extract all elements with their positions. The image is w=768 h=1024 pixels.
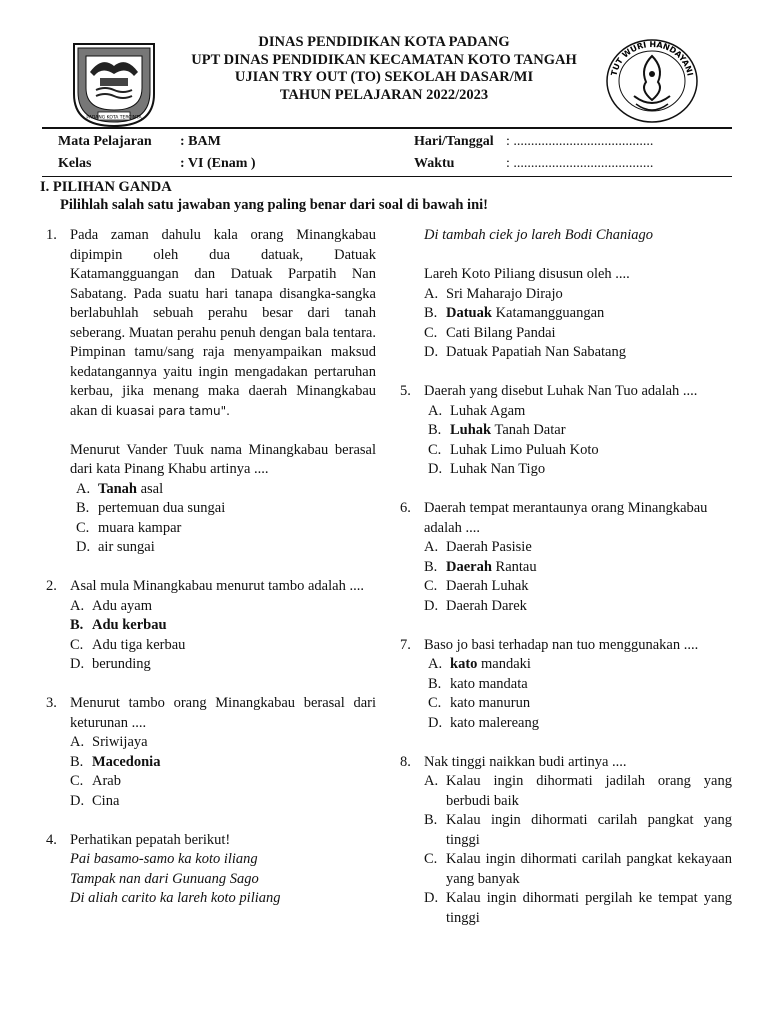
option-text: Kalau ingin dihormati pergilah ke tempat yang tinggi	[446, 890, 732, 926]
question-4-continued	[394, 226, 732, 363]
option-text: Rantau	[491, 558, 537, 575]
verse-line-2: Tampak nan dari Gunuang Sago	[70, 870, 259, 887]
options-q7	[428, 655, 732, 733]
question-text	[70, 226, 376, 421]
class-value: : VI (Enam )	[180, 156, 256, 171]
question-7	[394, 636, 732, 734]
question-6	[394, 499, 732, 616]
option-a[interactable]	[428, 402, 732, 422]
option-letter: C.	[76, 519, 90, 536]
option-b[interactable]	[428, 421, 732, 441]
question-number: 1.	[46, 227, 57, 243]
right-column	[394, 226, 732, 928]
option-b[interactable]	[70, 753, 376, 773]
verse-line-3: Di aliah carito ka lareh koto piliang	[70, 890, 281, 906]
option-text: Luhak Agam	[450, 402, 526, 419]
option-letter: C.	[424, 851, 438, 867]
option-text: kato manurun	[450, 695, 531, 711]
option-d[interactable]	[424, 597, 732, 617]
question-text: Asal mula Minangkabau menurut tambo adalah ....	[70, 578, 364, 594]
option-d[interactable]	[428, 460, 732, 480]
question-text: Menurut tambo orang Minangkabau berasal dari keturunan ....	[70, 695, 376, 731]
document-header	[0, 34, 768, 104]
header-divider	[42, 127, 732, 129]
option-c[interactable]	[76, 519, 376, 539]
option-text: Luhak Limo Puluah Koto	[450, 441, 599, 458]
verse-line-1: Pai basamo-samo ka koto iliang	[70, 851, 258, 867]
option-d[interactable]	[70, 792, 376, 812]
time-label: Waktu	[414, 156, 455, 171]
option-text: Daerah Darek	[446, 597, 527, 614]
option-b[interactable]	[76, 499, 376, 519]
option-text: Arab	[92, 773, 121, 789]
option-d[interactable]	[70, 655, 376, 675]
option-text: Cina	[92, 792, 120, 809]
question-8	[394, 753, 732, 929]
option-bold: Daerah	[446, 558, 492, 575]
option-text: Kalau ingin dihormati carilah pangkat yang tinggi	[446, 812, 732, 848]
option-d[interactable]	[76, 538, 376, 558]
verse-line-4: Di tambah ciek jo lareh Bodi Chaniago	[424, 227, 654, 243]
subject-label: Mata Pelajaran	[58, 134, 152, 149]
question-body: Pada zaman dahulu kala orang Minangkabau dipimpin oleh dua datuak, Datuak Katamangguangan dan Datuak Parpatih Nan Sabatang. Pada suatu hari tanapa disangka-sangka berlabuhlah sebuah perahu besar dari tanah seberang. Muatan perahu penuh dengan bala tentara. Pimpinan tamu/sang raja menyampaikan maksud kedatangannya yaitu ingin mengadakan pertaruhan kerbau, jika menang maka daerah Minangkabau akan di	[70, 227, 376, 419]
question-4	[40, 831, 376, 909]
option-text: Daerah Pasisie	[446, 539, 532, 555]
question-number: 8.	[400, 753, 411, 770]
left-column	[40, 226, 376, 909]
options-q3	[70, 733, 376, 811]
question-1	[40, 226, 376, 558]
section-title: I. PILIHAN GANDA	[40, 179, 172, 195]
option-d[interactable]	[428, 714, 732, 734]
question-5	[394, 382, 732, 480]
question-3	[40, 694, 376, 811]
question-text: Baso jo basi terhadap nan tuo menggunakan ....	[424, 636, 699, 653]
option-a[interactable]	[70, 597, 376, 617]
option-letter: C.	[424, 578, 438, 594]
question-text: Nak tinggi naikkan budi artinya ....	[424, 753, 627, 770]
options-q8	[424, 772, 732, 928]
option-letter: C.	[424, 324, 438, 341]
option-c[interactable]	[428, 441, 732, 461]
option-letter: C.	[428, 695, 442, 711]
option-bold: Luhak	[450, 422, 492, 438]
right-logo-text: TUT WURI HANDAYANI	[609, 39, 695, 77]
option-letter: C.	[70, 636, 84, 653]
option-c[interactable]	[424, 324, 732, 344]
option-text: kato malereang	[450, 714, 539, 731]
option-bold: Datuak	[446, 305, 492, 321]
options-q2	[70, 597, 376, 675]
option-letter: D.	[428, 714, 443, 731]
question-number: 3.	[46, 695, 57, 711]
option-letter: B.	[424, 812, 438, 828]
option-letter: A.	[424, 285, 439, 302]
question-text: Perhatikan pepatah berikut!	[70, 831, 231, 848]
option-text: Tanah Datar	[491, 422, 566, 438]
option-a[interactable]	[424, 538, 732, 558]
option-text: mandaki	[477, 656, 531, 672]
option-c[interactable]	[424, 577, 732, 597]
option-letter: B.	[424, 558, 438, 575]
option-b[interactable]	[424, 811, 732, 850]
option-letter: D.	[424, 890, 439, 906]
header-line-2: UPT DINAS PENDIDIKAN KECAMATAN KOTO TANGAH	[191, 51, 577, 68]
option-text: Kalau ingin dihormati carilah pangkat kekayaan yang banyak	[446, 851, 732, 887]
option-letter: D.	[424, 344, 439, 360]
option-text: Adu ayam	[92, 597, 152, 614]
option-bold: Adu kerbau	[92, 617, 167, 633]
date-label: Hari/Tanggal	[414, 134, 494, 149]
option-text: kato mandata	[450, 675, 528, 692]
option-text: berunding	[92, 656, 151, 672]
option-b[interactable]	[424, 558, 732, 578]
option-letter: A.	[424, 773, 439, 789]
option-letter: B.	[70, 617, 84, 633]
question-number: 2.	[46, 578, 57, 594]
question-text: Daerah tempat merantaunya orang Minangkabau adalah ....	[424, 500, 708, 536]
option-a[interactable]	[424, 285, 732, 305]
option-b[interactable]	[428, 675, 732, 695]
option-d[interactable]	[424, 343, 732, 363]
question-number: 7.	[400, 636, 411, 653]
option-text: Luhak Nan Tigo	[450, 461, 546, 477]
option-letter: B.	[76, 500, 90, 516]
class-label: Kelas	[58, 156, 92, 171]
option-letter: C.	[428, 441, 442, 458]
option-letter: D.	[428, 461, 443, 477]
option-letter: B.	[70, 753, 84, 770]
option-bold: Macedonia	[92, 753, 161, 770]
option-c[interactable]	[70, 772, 376, 792]
option-text: Daerah Luhak	[446, 578, 529, 594]
option-letter: A.	[70, 734, 85, 750]
option-letter: D.	[70, 792, 85, 809]
option-c[interactable]	[428, 694, 732, 714]
option-bold: Tanah	[98, 480, 137, 497]
option-c[interactable]	[70, 636, 376, 656]
option-text: Datuak Papatiah Nan Sabatang	[446, 344, 626, 360]
options-q6	[424, 538, 732, 616]
question-number: 5.	[400, 383, 411, 399]
option-bold: kato	[450, 656, 478, 672]
question-number: 4.	[46, 831, 57, 848]
header-line-4: TAHUN PELAJARAN 2022/2023	[279, 86, 489, 103]
info-divider	[42, 176, 732, 177]
option-letter: A.	[70, 597, 85, 614]
option-text: muara kampar	[98, 519, 182, 536]
time-value: : ........................................	[506, 156, 654, 171]
section-instruction: Pilihlah salah satu jawaban yang paling benar dari soal di bawah ini!	[60, 197, 489, 213]
option-a[interactable]	[76, 480, 376, 500]
section-heading	[40, 178, 488, 214]
option-letter: A.	[428, 402, 443, 419]
option-letter: B.	[428, 422, 442, 438]
option-text: pertemuan dua sungai	[98, 500, 226, 516]
option-letter: A.	[424, 539, 439, 555]
option-text: Kalau ingin dihormati jadilah orang yang berbudi baik	[446, 773, 732, 809]
option-text: air sungai	[98, 539, 155, 555]
option-letter: C.	[70, 773, 84, 789]
options-q4	[424, 285, 732, 363]
option-text: Sriwijaya	[92, 734, 148, 750]
question-number: 6.	[400, 500, 411, 516]
option-letter: B.	[428, 675, 442, 692]
option-text: Sri Maharajo Dirajo	[446, 285, 563, 302]
subject-value: : BAM	[180, 134, 221, 149]
option-text: Adu tiga kerbau	[92, 636, 186, 653]
option-text: Katamangguangan	[491, 305, 605, 321]
option-letter: B.	[424, 305, 438, 321]
option-letter: D.	[424, 597, 439, 614]
option-b[interactable]	[70, 616, 376, 636]
question-2	[40, 577, 376, 675]
options-q5	[428, 402, 732, 480]
question-prompt: Menurut Vander Tuuk nama Minangkabau berasal dari kata Pinang Khabu artinya ....	[70, 441, 376, 477]
option-letter: D.	[76, 539, 91, 555]
option-letter: A.	[76, 480, 91, 497]
option-text: asal	[136, 480, 164, 497]
question-prompt: Lareh Koto Piliang disusun oleh ....	[424, 266, 630, 282]
options-q1	[76, 480, 376, 558]
option-a[interactable]	[424, 772, 732, 811]
header-line-3: UJIAN TRY OUT (TO) SEKOLAH DASAR/MI	[234, 69, 534, 85]
question-body-tail: kuasai para tamu".	[115, 403, 230, 418]
left-logo-text: PADANG KOTA TERCINTA	[86, 115, 142, 121]
option-letter: A.	[428, 656, 443, 672]
option-text: Cati Bilang Pandai	[446, 324, 556, 341]
option-a[interactable]	[70, 733, 376, 753]
date-value: : ........................................	[506, 134, 654, 149]
option-c[interactable]	[424, 850, 732, 889]
header-line-1: DINAS PENDIDIKAN KOTA PADANG	[258, 34, 510, 50]
option-b[interactable]	[424, 304, 732, 324]
question-text: Daerah yang disebut Luhak Nan Tuo adalah ....	[424, 383, 698, 399]
option-letter: D.	[70, 656, 85, 672]
option-a[interactable]	[428, 655, 732, 675]
option-d[interactable]	[424, 889, 732, 928]
